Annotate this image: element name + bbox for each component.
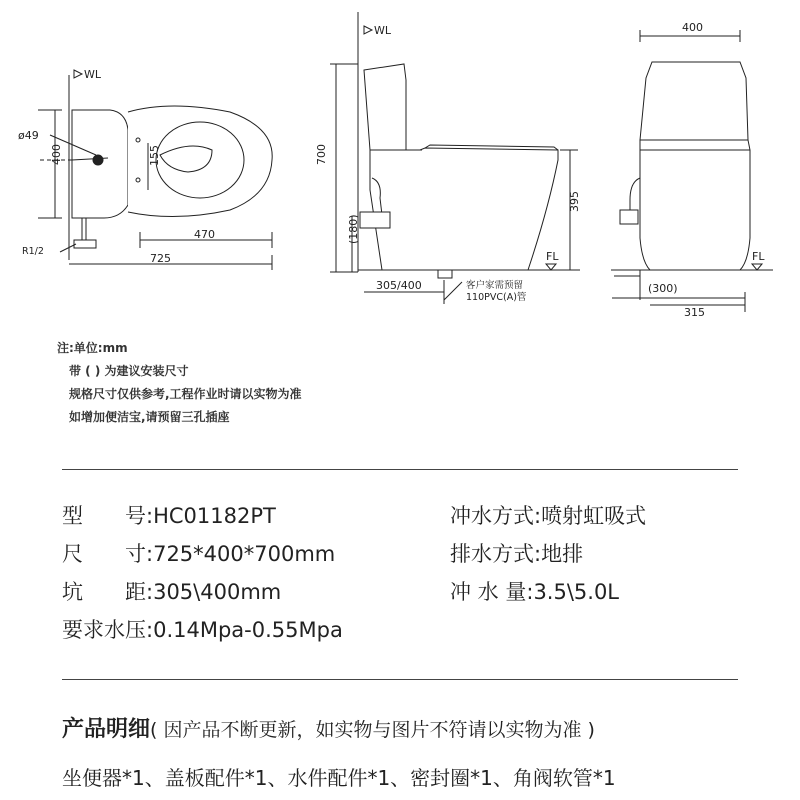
- side-180-label: (180): [347, 214, 360, 244]
- size-value: 725*400*700mm: [153, 542, 336, 566]
- back-300-label: (300): [648, 282, 678, 295]
- pitch-label: 坑 距:: [62, 580, 154, 604]
- drain-value: 地排: [541, 542, 584, 566]
- valve-label: R1/2: [22, 246, 44, 257]
- product-details-subtitle: ( 因产品不断更新，如实物与图片不符请以实物为准 ): [150, 719, 595, 741]
- spec-row-1b: [450, 500, 646, 530]
- spec-row-2b: [450, 538, 583, 568]
- notes-line-2: 规格尺寸仅供参考,工程作业时请以实物为准: [69, 387, 302, 401]
- side-fl-label: FL: [546, 250, 559, 263]
- top-wl-label: WL: [84, 68, 102, 81]
- spec-row-3: [62, 576, 281, 606]
- drain-note-1: 客户家需预留: [466, 280, 524, 291]
- top-width-label: 400: [50, 144, 63, 165]
- installation-notes: [57, 337, 302, 429]
- spec-row-1: [62, 500, 276, 530]
- back-315-label: 315: [684, 306, 705, 319]
- pressure-value: 0.14Mpa-0.55Mpa: [153, 618, 343, 642]
- model-value: HC01182PT: [153, 504, 276, 528]
- spec-row-3b: [450, 576, 619, 606]
- package-contents: 坐便器*1、盖板配件*1、水件配件*1、密封圈*1、角阀软管*1: [62, 766, 616, 790]
- side-395-label: 395: [568, 191, 581, 212]
- product-details-header: [62, 712, 595, 743]
- top-725-label: 725: [150, 252, 171, 265]
- top-470-label: 470: [194, 228, 215, 241]
- model-label: 型 号:: [62, 504, 154, 528]
- top-155-label: 155: [148, 145, 161, 166]
- drain-note-2: 110PVC(A)管: [466, 292, 527, 303]
- flush-method-value: 喷射虹吸式: [541, 504, 647, 528]
- back-fl-label: FL: [752, 250, 765, 263]
- notes-line-3: 如增加便洁宝,请预留三孔插座: [69, 410, 230, 424]
- pitch-value: 305\400mm: [153, 580, 282, 604]
- flush-volume-label: 冲 水 量:: [450, 580, 534, 604]
- pipe-diameter-label: ø49: [18, 129, 39, 142]
- technical-drawing: [0, 0, 800, 330]
- spec-row-2: [62, 538, 335, 568]
- side-pitch-label: 305/400: [376, 279, 422, 292]
- flush-volume-value: 3.5\5.0L: [533, 580, 620, 604]
- size-label: 尺 寸:: [62, 542, 154, 566]
- side-wl-label: WL: [374, 24, 392, 37]
- side-height-label: 700: [315, 144, 328, 165]
- divider-top: [62, 469, 738, 470]
- spec-row-4: [62, 614, 343, 644]
- product-details-title: 产品明细: [62, 717, 151, 742]
- notes-title: 注:单位:mm: [57, 341, 128, 355]
- pressure-label: 要求水压:: [62, 618, 154, 642]
- divider-bottom: [62, 679, 738, 680]
- flush-method-label: 冲水方式:: [450, 504, 542, 528]
- back-width-label: 400: [682, 21, 703, 34]
- notes-line-1: 带 ( ) 为建议安装尺寸: [69, 364, 189, 378]
- drain-label: 排水方式:: [450, 542, 542, 566]
